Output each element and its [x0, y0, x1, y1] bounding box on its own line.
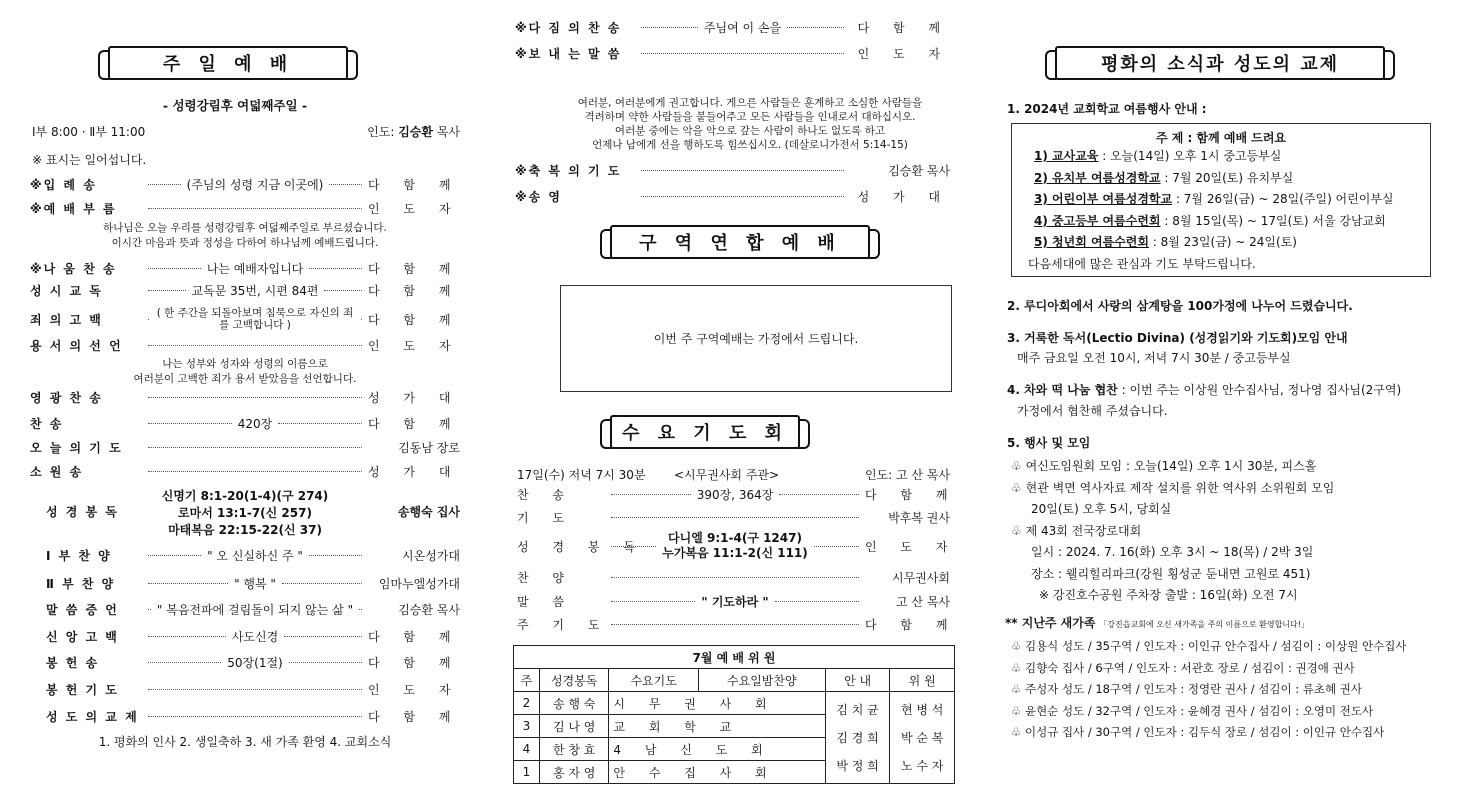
order-person: 인 도 자 — [368, 338, 461, 353]
order-item — [46, 546, 460, 564]
news-5: 5. 행사 및 모임 — [1007, 436, 1091, 450]
wednesday-prayer-banner: 수 요 기 도 회 — [610, 415, 800, 449]
order-item — [46, 627, 460, 645]
order-content: 사도신경 — [231, 629, 279, 644]
duty-week: 4 — [514, 738, 540, 761]
duty-header: 안 내 — [825, 669, 890, 692]
order-person: 다 함 께 — [368, 312, 461, 327]
duty-reader: 한 창 효 — [539, 738, 609, 761]
order-person: 성 가 대 — [368, 390, 461, 405]
order-label: ※송 영 — [515, 189, 563, 204]
stand-note: ※ 표시는 일어섭니다. — [32, 153, 147, 167]
wed-item — [517, 485, 958, 503]
order-person: 다 함 께 — [368, 416, 461, 431]
bullet-icon: ♧ — [1011, 480, 1026, 495]
order-person: 김동남 장로 — [398, 440, 460, 455]
order-label: ※축 복 의 기 도 — [515, 163, 622, 178]
order-label: 성 도 의 교 제 — [46, 709, 139, 724]
news-4: 4. 차와 떡 나눔 협찬 : 이번 주는 이상원 안수집사님, 정나영 집사님(2구역) — [1007, 383, 1402, 397]
wed-content: " 기도하라 " — [701, 594, 769, 609]
district-notice-box — [560, 285, 952, 392]
bullet-icon: ♧ — [1011, 459, 1026, 473]
order-content: 50장(1절) — [227, 655, 283, 670]
order-content: 주님여 이 손을 — [703, 20, 782, 35]
wed-item — [517, 615, 958, 633]
order-label: 말 씀 증 언 — [46, 602, 119, 617]
wed-content: 다니엘 9:1-4(구 1247) 누가복음 11:1-2(신 111) — [662, 531, 808, 560]
wed-person: 시무권사회 — [892, 570, 950, 585]
summer-events-box — [1011, 123, 1431, 277]
duty-header: 수요일밤찬양 — [698, 669, 825, 692]
order-label: ※나 움 찬 송 — [30, 261, 117, 276]
bullet-icon: ♧ — [1011, 725, 1025, 739]
order-item — [46, 574, 460, 592]
wed-label: 기 도 — [517, 510, 574, 525]
order-content: " 행복 " — [234, 576, 276, 591]
order-person: 인 도 자 — [368, 682, 461, 697]
sending-word: 여러분, 여러분에게 권고합니다. 게으른 사람들은 훈계하고 소심한 사람들을 격려하며 약한 사람들을 붙들어주고 모든 사람들을 인내로서 대하십시오. 여러분 중에는 악을 악으로 갚는 사람이 하나도 없도록 하고 언제나 남에게 선을 행하도록 힘쓰십시오. (데살로니가전서 5:14-15) — [577, 97, 923, 151]
wed-item — [517, 592, 950, 610]
order-person: 김승환 목사 — [888, 163, 950, 178]
wed-content: 390장, 364장 — [696, 487, 774, 502]
duty-header: 성경봉독 — [539, 669, 609, 692]
order-item — [30, 414, 460, 432]
news-3-detail: 매주 금요일 오전 10시, 저녁 7시 30분 / 중고등부실 — [1017, 351, 1291, 365]
wed-leader: 인도: 고 산 목사 — [864, 468, 950, 482]
leader: 인도: 김승환 목사 — [367, 125, 460, 139]
order-label: Ⅱ 부 찬 양 — [46, 576, 116, 591]
news-4-detail: 가정에서 협찬해 주셨습니다. — [1017, 404, 1168, 418]
order-item — [30, 388, 460, 406]
event-item: 1) 교사교육 : 오늘(14일) 오후 1시 중고등부실 — [1034, 149, 1282, 163]
order-label: ※예 배 부 름 — [30, 201, 117, 216]
order-person: 다 함 께 — [368, 709, 461, 724]
district-notice: 이번 주 구역예배는 가정에서 드립니다. — [653, 332, 859, 346]
duty-week: 2 — [514, 692, 540, 715]
new-family-item: ♧ 김향숙 집사 / 6구역 / 인도자 : 서관호 장로 / 섬김이 : 권경애 권사 — [1011, 660, 1355, 675]
new-family-item: ♧ 주성자 성도 / 18구역 / 인도자 : 정영란 권사 / 섬김이 : 류초혜 권사 — [1011, 682, 1363, 696]
order-item — [515, 187, 950, 205]
order-item — [515, 44, 950, 62]
order-person: 다 함 께 — [857, 20, 950, 35]
new-family-heading: ** 지난주 새가족 「강진읍교회에 오신 새가족을 주의 이름으로 환영합니다!」 — [1005, 616, 1309, 630]
july-duty-table — [513, 645, 955, 784]
order-person: 다 함 께 — [368, 177, 461, 192]
scripture-reader: 송행숙 집사 — [397, 505, 460, 519]
duty-header: 수요기도 — [609, 669, 698, 692]
wed-person: 다 함 께 — [865, 617, 958, 632]
order-label: 소 원 송 — [30, 464, 84, 479]
order-item — [30, 259, 460, 277]
wed-person: 박후복 권사 — [888, 510, 950, 525]
order-label: 오 늘 의 기 도 — [30, 440, 123, 455]
order-item — [46, 653, 460, 671]
call-text: 하나님은 오늘 우리를 성령강림후 여덟째주일로 부르셨습니다. 이시간 마음과 뜻과 정성을 다하여 하나님께 예배드립니다. — [103, 222, 387, 249]
order-item — [46, 600, 460, 618]
order-person: 다 함 께 — [368, 655, 461, 670]
duty-reader: 김 나 영 — [539, 715, 609, 738]
order-content: " 복음전파에 걸림돌이 되지 않는 삶 " — [156, 602, 354, 617]
new-family-item: ♧ 윤현순 성도 / 32구역 / 인도자 : 윤혜경 권사 / 섬김이 : 오영미 전도사 — [1011, 703, 1374, 718]
order-item — [46, 707, 460, 725]
order-item — [30, 462, 460, 480]
order-label: ※입 례 송 — [30, 177, 97, 192]
service-times: Ⅰ부 8:00 · Ⅱ부 11:00 — [32, 125, 146, 139]
duty-reader: 송 행 숙 — [539, 692, 609, 715]
new-family-item: ♧ 이성규 집사 / 30구역 / 인도자 : 김두식 장로 / 섬김이 : 이인규 안수집사 — [1011, 725, 1385, 739]
bullet-icon: ♧ — [1011, 523, 1026, 538]
order-item — [30, 438, 460, 456]
next-gen: 다음세대에 많은 관심과 기도 부탁드립니다. — [1028, 256, 1256, 271]
order-label: ※다 짐 의 찬 송 — [515, 20, 622, 35]
scripture-list: 신명기 8:1-20(1-4)(구 274) 로마서 13:1-7(신 257) 마태복음 22:15-22(신 37) — [161, 489, 329, 537]
order-item — [515, 161, 950, 179]
wed-label: 성 경 봉 독 — [517, 539, 645, 554]
duty-group: 안 수 집 사 회 — [609, 761, 825, 784]
order-person: 다 함 께 — [368, 629, 461, 644]
wed-label: 찬 양 — [517, 570, 574, 585]
bullet-icon: ♧ — [1011, 703, 1025, 718]
district-worship-banner: 구 역 연 합 예 배 — [610, 225, 870, 259]
order-person: 시온성가대 — [402, 548, 461, 563]
order-label: 봉 헌 기 도 — [46, 682, 119, 697]
order-label: 용 서 의 선 언 — [30, 338, 123, 353]
wed-item — [517, 531, 958, 560]
wed-host: <시무권사회 주관> — [674, 468, 780, 482]
news-3: 3. 거룩한 독서(Lectio Divina) (성경읽기와 기도회)모임 안내 — [1007, 331, 1348, 345]
order-label: 영 광 찬 송 — [30, 390, 103, 405]
order-label: 죄 의 고 백 — [30, 312, 103, 327]
duty-row — [514, 692, 955, 715]
bullet-icon: ♧ — [1011, 682, 1025, 696]
order-content: 교독문 35번, 시편 84편 — [191, 283, 319, 298]
order-content: " 오 신실하신 주 " — [207, 548, 303, 563]
order-item — [30, 281, 460, 299]
order-person: 다 함 께 — [368, 261, 461, 276]
order-item — [30, 199, 460, 217]
order-person: 김승환 목사 — [398, 602, 460, 617]
fellowship-note: 1. 평화의 인사 2. 생일축하 3. 새 가족 환영 4. 교회소식 — [98, 735, 392, 749]
wed-label: 찬 송 — [517, 487, 574, 502]
order-content: 420장 — [237, 416, 273, 431]
duty-group: 교 회 학 교 — [609, 715, 825, 738]
order-content: ( 한 주간을 되돌아보며 침묵으로 자신의 죄를 고백합니다 ) — [156, 307, 354, 331]
order-label: 신 앙 고 백 — [46, 629, 119, 644]
order-person: 다 함 께 — [368, 283, 461, 298]
duty-committee: 현 병 석 박 순 복 노 수 자 — [890, 692, 955, 784]
order-content: (주님의 성령 지금 이곳에) — [186, 177, 324, 192]
wed-item — [517, 508, 950, 526]
order-person: 인 도 자 — [857, 46, 950, 61]
duty-group: 시 무 권 사 회 — [609, 692, 825, 715]
event-item: 5) 청년회 여름수련회 : 8월 23일(금) ~ 24일(토) — [1034, 235, 1297, 249]
order-label: ※보 내 는 말 씀 — [515, 46, 622, 61]
duty-week: 1 — [514, 761, 540, 784]
order-item — [515, 18, 950, 36]
order-person: 인 도 자 — [368, 201, 461, 216]
bullet-icon: ♧ — [1011, 639, 1025, 653]
order-content: 나는 예배자입니다 — [206, 261, 304, 276]
order-person: 성 가 대 — [368, 464, 461, 479]
order-label: 봉 헌 송 — [46, 655, 100, 670]
order-item — [30, 336, 460, 354]
news-column — [995, 0, 1460, 786]
news-2: 2. 루디아회에서 사랑의 삼계탕을 100가정에 나누어 드렸습니다. — [1007, 299, 1353, 313]
meetings: ♧ 여신도임원회 모임 : 오늘(14일) 오후 1시 30분, 피스홀 ♧ 현관 벽면 역사자료 제작 설치를 위한 역사위 소위원회 모임 20일(토) 오후 5시, 당회실 ♧ 제 43회 전국장로대회 일시 : 2024. 7. 16(화) 오후 3시 ~ 18(목) / 2박 3일 장소 : 웰리힐리파크(강원 횡성군 둔내면 고원로 451) ※ 강진호수공원 주차장 출발 : 16일(화) 오전 7시 — [1011, 459, 1335, 602]
scripture-label: 성 경 봉 독 — [46, 505, 119, 519]
sunday-worship-column — [0, 0, 470, 786]
news-banner: 평화의 소식과 성도의 교제 — [1055, 46, 1385, 80]
wednesday-column — [500, 0, 970, 786]
duty-title: 7월 예 배 위 원 — [514, 646, 955, 669]
events-theme: 주 제 : 함께 예배 드려요 — [1155, 131, 1287, 145]
sunday-worship-banner: 주 일 예 배 — [108, 46, 348, 80]
wed-item — [517, 568, 950, 586]
sunday-subtitle: - 성령강림후 여덟째주일 - — [162, 98, 308, 113]
duty-week: 3 — [514, 715, 540, 738]
order-item — [46, 680, 460, 698]
duty-header: 주 — [514, 669, 540, 692]
order-label: 성 시 교 독 — [30, 283, 103, 298]
new-family-item: ♧ 김용식 성도 / 35구역 / 인도자 : 이인규 안수집사 / 섬김이 : 이상원 안수집사 — [1011, 639, 1407, 653]
order-label: 찬 송 — [30, 416, 64, 431]
wed-person: 고 산 목사 — [896, 594, 951, 609]
event-item: 3) 어린이부 여름성경학교 : 7월 26일(금) ~ 28일(주일) 어린이부실 — [1034, 192, 1394, 206]
event-item: 2) 유치부 여름성경학교 : 7월 20일(토) 유치부실 — [1034, 170, 1294, 185]
bullet-icon: ♧ — [1011, 660, 1025, 675]
wed-label: 말 씀 — [517, 594, 574, 609]
news-1: 1. 2024년 교회학교 여름행사 안내 : — [1007, 102, 1207, 116]
wed-label: 주 기 도 — [517, 617, 610, 632]
duty-guides: 김 치 균 김 경 희 박 정 희 — [825, 692, 890, 784]
wed-person: 인 도 자 — [865, 539, 958, 554]
wed-time: 17일(수) 저녁 7시 30분 — [517, 468, 646, 482]
duty-reader: 홍 자 영 — [539, 761, 609, 784]
order-item — [30, 307, 461, 331]
absolution-text: 나는 성부와 성자와 성령의 이름으로 여러분이 고백한 죄가 용서 받았음을 선언합니다. — [133, 358, 357, 385]
order-person: 임마누엘성가대 — [378, 576, 461, 591]
duty-group: 4 남 신 도 회 — [609, 738, 825, 761]
order-item — [30, 175, 460, 193]
event-item: 4) 중고등부 여름수련회 : 8월 15일(목) ~ 17일(토) 서울 강남교회 — [1034, 213, 1386, 228]
duty-header: 위 원 — [890, 669, 955, 692]
wed-person: 다 함 께 — [865, 487, 958, 502]
order-person: 성 가 대 — [857, 189, 950, 204]
order-label: Ⅰ 부 찬 양 — [46, 548, 112, 563]
